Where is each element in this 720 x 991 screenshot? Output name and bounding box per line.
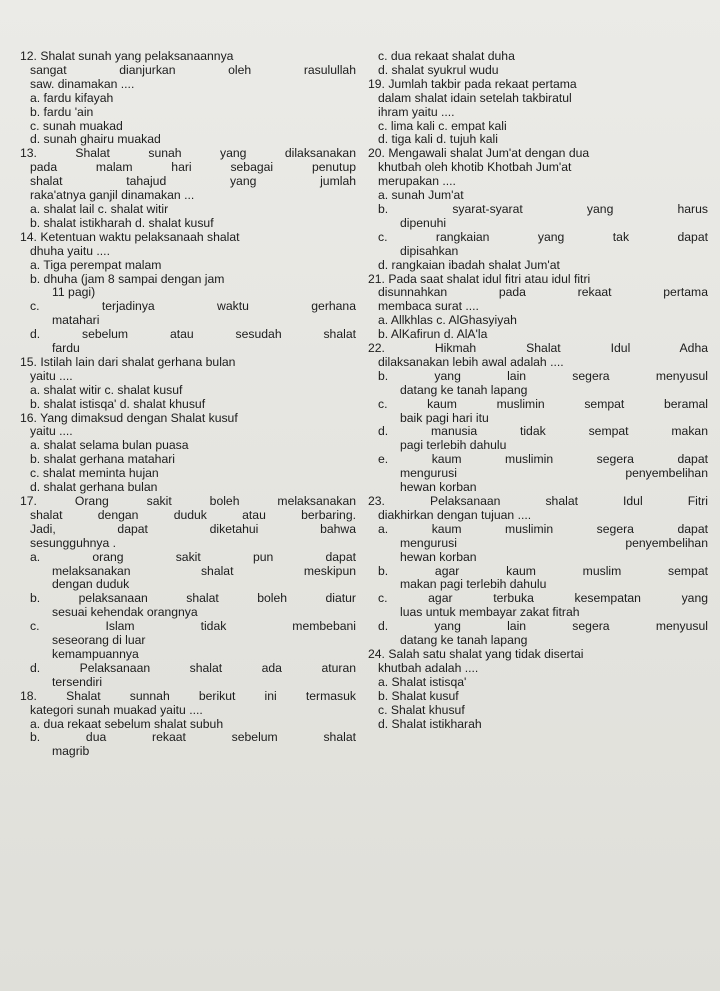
answer-option-continuation: hewan korban [400,480,477,495]
answer-option: c. dua rekaat shalat duha [378,49,515,63]
answer-option-continuation: seseorang di luar [52,633,146,648]
answer-option: a. Allkhlas c. AlGhasyiyah [378,313,517,328]
answer-option: d. Shalat istikharah [378,716,482,731]
answer-option-continuation: magrib [52,744,90,759]
answer-option: a. fardu kifayah [30,90,114,105]
answer-option: b. AlKafirun d. AlA'la [378,327,488,342]
answer-option-continuation: kemampuannya [52,646,139,661]
answer-option: b. dua rekaat sebelum shalat [30,730,356,745]
answer-option: c. kaum muslimin sempat beramal [378,396,708,411]
answer-option-continuation: dipisahkan [400,243,459,258]
question-text-continuation: saw. dinamakan .... [30,76,135,91]
answer-option: c. sunah muakad [30,118,123,133]
question-text: 14. Ketentuan waktu pelaksanaah shalat [20,229,240,244]
question-text-continuation: Jadi, dapat diketahui bahwa [30,521,356,536]
left-column [20,50,356,971]
answer-option: a. Tiga perempat malam [30,257,162,272]
answer-option: a. kaum muslimin segera dapat [378,521,708,536]
answer-option: a. orang sakit pun dapat [30,549,356,564]
answer-option: b. syarat-syarat yang harus [378,201,708,216]
question-text: 12. Shalat sunah yang pelaksanaannya [20,49,234,63]
question-text: 13. Shalat sunah yang dilaksanakan [20,146,356,161]
question-text-continuation: sesungguhnya . [30,535,117,550]
answer-option: a. Shalat istisqa' [378,674,467,689]
question-text-continuation: sangat dianjurkan oleh rasulullah [30,62,356,77]
answer-option: d. shalat syukrul wudu [378,62,499,77]
question-text: 19. Jumlah takbir pada rekaat pertama [368,76,577,91]
answer-option-continuation: pagi terlebih dahulu [400,438,507,453]
question-text: 17. Orang sakit boleh melaksanakan [20,494,356,508]
answer-option: d. shalat gerhana bulan [30,480,158,495]
question-text: 16. Yang dimaksud dengan Shalat kusuf [20,410,238,425]
answer-option-continuation: mengurusi penyembelihan [400,535,708,550]
question-text-continuation: shalat dengan duduk atau berbaring. [30,507,356,522]
question-text-continuation: ihram yaitu .... [378,104,455,119]
question-text: 22. Hikmah Shalat Idul Adha [368,341,708,356]
question-text-continuation: shalat tahajud yang jumlah [30,174,356,189]
answer-option-continuation: mengurusi penyembelihan [400,466,708,481]
answer-option: a. shalat witir c. shalat kusuf [30,382,183,397]
answer-option: b. yang lain segera menyusul [378,368,708,383]
answer-option: d. tiga kali d. tujuh kali [378,132,498,147]
answer-option: d. sebelum atau sesudah shalat [30,327,356,342]
answer-option: a. dua rekaat sebelum shalat subuh [30,716,224,731]
answer-option: e. kaum muslimin segera dapat [378,452,708,467]
answer-option: a. shalat selama bulan puasa [30,438,189,453]
answer-option: a. shalat lail c. shalat witir [30,201,169,216]
question-text-continuation: kategori sunah muakad yaitu .... [30,702,203,717]
answer-option: b. dhuha (jam 8 sampai dengan jam [30,271,225,286]
question-text-continuation: yaitu .... [30,368,73,383]
answer-option-continuation: dipenuhi [400,215,447,230]
question-text: 24. Salah satu shalat yang tidak disertai [368,646,584,661]
question-text-continuation: khutbah adalah .... [378,660,479,675]
answer-option: b. shalat gerhana matahari [30,452,175,467]
answer-option: c. terjadinya waktu gerhana [30,299,356,314]
answer-option-continuation: tersendiri [52,674,103,689]
answer-option-continuation: fardu [52,341,80,356]
question-text-continuation: dilaksanakan lebih awal adalah .... [378,354,564,369]
answer-option: c. rangkaian yang tak dapat [378,229,708,244]
question-text-continuation: membaca surat .... [378,299,479,314]
answer-option: b. shalat istikharah d. shalat kusuf [30,215,214,230]
question-text-continuation: yaitu .... [30,424,73,439]
question-text-continuation: pada malam hari sebagai penutup [30,160,356,175]
answer-option-continuation: makan pagi terlebih dahulu [400,577,547,592]
answer-option: c. lima kali c. empat kali [378,118,507,133]
answer-option-continuation: luas untuk membayar zakat fitrah [400,605,580,620]
question-text: 18. Shalat sunnah berikut ini termasuk [20,688,356,703]
answer-option: b. pelaksanaan shalat boleh diatur [30,591,356,606]
question-text: 20. Mengawali shalat Jum'at dengan dua [368,146,590,161]
question-text-continuation: merupakan .... [378,174,456,189]
answer-option: b. fardu 'ain [30,104,94,119]
question-text-continuation: raka'atnya ganjil dinamakan ... [30,188,195,203]
question-text-continuation: khutbah oleh khotib Khotbah Jum'at [378,160,572,175]
answer-option-continuation: datang ke tanah lapang [400,633,528,648]
question-text-continuation: diakhirkan dengan tujuan .... [378,507,532,522]
answer-option-continuation: sesuai kehendak orangnya [52,605,198,620]
answer-option: a. sunah Jum'at [378,188,464,203]
right-column [368,50,708,971]
answer-option-continuation: matahari [52,313,100,328]
answer-option-continuation: melaksanakan shalat meskipun [52,563,356,578]
answer-option-continuation: hewan korban [400,549,477,564]
answer-option: d. sunah ghairu muakad [30,132,161,147]
answer-option-continuation: baik pagi hari itu [400,410,489,425]
answer-option: d. Pelaksanaan shalat ada aturan [30,660,356,675]
question-text: 21. Pada saat shalat idul fitri atau idul fitri [368,271,591,286]
answer-option-continuation: dengan duduk [52,577,130,592]
answer-option: c. Islam tidak membebani [30,619,356,634]
answer-option: b. agar kaum muslim sempat [378,563,708,578]
answer-option: c. shalat meminta hujan [30,466,159,481]
answer-option: d. yang lain segera menyusul [378,619,708,634]
question-text-continuation: dhuha yaitu .... [30,243,110,258]
question-text: 15. Istilah lain dari shalat gerhana bulan [20,354,236,369]
question-text-continuation: dalam shalat idain setelah takbiratul [378,90,572,105]
answer-option: b. shalat istisqa' d. shalat khusuf [30,396,206,411]
question-text: 23. Pelaksanaan shalat Idul Fitri [368,494,708,508]
answer-option-continuation: datang ke tanah lapang [400,382,528,397]
answer-option: b. Shalat kusuf [378,688,459,703]
answer-option: d. manusia tidak sempat makan [378,424,708,439]
answer-option: d. rangkaian ibadah shalat Jum'at [378,257,560,272]
question-text-continuation: disunnahkan pada rekaat pertama [378,285,708,300]
answer-option: c. Shalat khusuf [378,702,465,717]
answer-option: c. agar terbuka kesempatan yang [378,591,708,606]
answer-option-continuation: 11 pagi) [52,285,96,300]
